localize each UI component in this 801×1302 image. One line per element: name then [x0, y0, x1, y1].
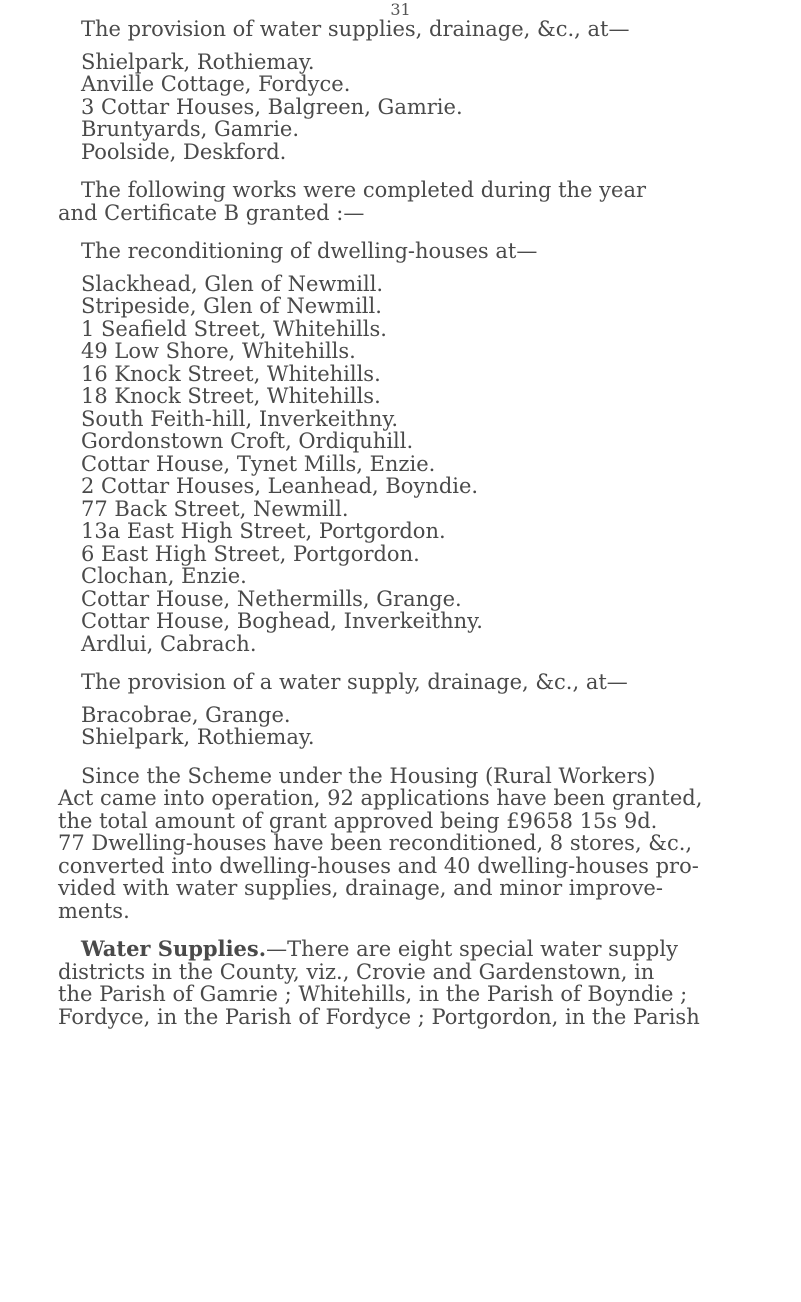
paragraph-line: vided with water supplies, drainage, and minor improve-	[58, 876, 663, 900]
list-item: Anville Cottage, Fordyce.	[81, 72, 351, 96]
list-item: Bruntyards, Gamrie.	[81, 117, 300, 141]
list-item: Cottar House, Nethermills, Grange.	[81, 586, 462, 611]
paragraph-line: Since the Scheme under the Housing (Rural Workers)	[81, 763, 656, 788]
paragraph-line	[58, 938, 768, 961]
list-item: 18 Knock Street, Whitehills.	[81, 384, 381, 408]
completed-line-1: The following works were completed during the year	[81, 178, 647, 202]
list-item: Gordonstown Croft, Ordiquhill.	[81, 429, 414, 453]
list-item: Shielpark, Rothiemay.	[81, 49, 315, 74]
paragraph-line: districts in the County, viz., Crovie and Gardenstown, in	[58, 959, 655, 984]
section3-intro: The provision of a water supply, drainage, &c., at—	[81, 670, 628, 694]
water-supplies-text: —There are eight special water supply	[266, 937, 678, 961]
page-content	[58, 18, 768, 1028]
list-item: Slackhead, Glen of Newmill.	[81, 271, 384, 296]
water-supplies-heading: Water Supplies.	[81, 936, 267, 961]
list-item: Poolside, Deskford.	[81, 139, 287, 164]
list-item: Cottar House, Tynet Mills, Enzie.	[81, 451, 436, 476]
section1-list	[58, 51, 768, 164]
list-item: South Feith-hill, Inverkeithny.	[81, 406, 399, 431]
scheme-paragraph	[58, 765, 768, 923]
paragraph-line: the Parish of Gamrie ; Whitehills, in the Parish of Boyndie ;	[58, 982, 688, 1006]
section2-intro: The reconditioning of dwelling-houses at—	[81, 239, 538, 263]
list-item: 3 Cottar Houses, Balgreen, Gamrie.	[81, 94, 463, 119]
paragraph-line: Fordyce, in the Parish of Fordyce ; Portgordon, in the Parish	[58, 1004, 700, 1029]
page-number: 31	[390, 0, 411, 19]
list-item: Bracobrae, Grange.	[81, 702, 291, 727]
water-supplies-paragraph	[58, 938, 768, 1028]
list-item: Shielpark, Rothiemay.	[81, 725, 315, 749]
list-item: Cottar House, Boghead, Inverkeithny.	[81, 609, 483, 633]
list-item: Ardlui, Cabrach.	[81, 631, 257, 656]
section1-intro: The provision of water supplies, drainage, &c., at—	[81, 17, 630, 41]
list-item: Stripeside, Glen of Newmill.	[81, 294, 382, 318]
paragraph-line: converted into dwelling-houses and 40 dwelling-houses pro-	[58, 853, 699, 878]
paragraph-line: Act came into operation, 92 applications have been granted,	[58, 786, 703, 810]
list-item: 2 Cottar Houses, Leanhead, Boyndie.	[81, 474, 479, 498]
paragraph-line: the total amount of grant approved being £9658 15s 9d.	[58, 808, 658, 833]
section3-list	[58, 704, 768, 749]
paragraph-line: ments.	[58, 898, 130, 923]
list-item: 16 Knock Street, Whitehills.	[81, 361, 381, 386]
list-item: 77 Back Street, Newmill.	[81, 496, 349, 521]
list-item: Clochan, Enzie.	[81, 564, 247, 588]
section2-list	[58, 273, 768, 656]
list-item: 1 Seafield Street, Whitehills.	[81, 316, 387, 341]
completed-line-2: and Certificate B granted :—	[58, 200, 365, 225]
paragraph-line: 77 Dwelling-houses have been reconditioned, 8 stores, &c.,	[58, 831, 693, 855]
list-item: 13a East High Street, Portgordon.	[81, 519, 446, 543]
list-item: 6 East High Street, Portgordon.	[81, 541, 420, 566]
list-item: 49 Low Shore, Whitehills.	[81, 339, 356, 363]
